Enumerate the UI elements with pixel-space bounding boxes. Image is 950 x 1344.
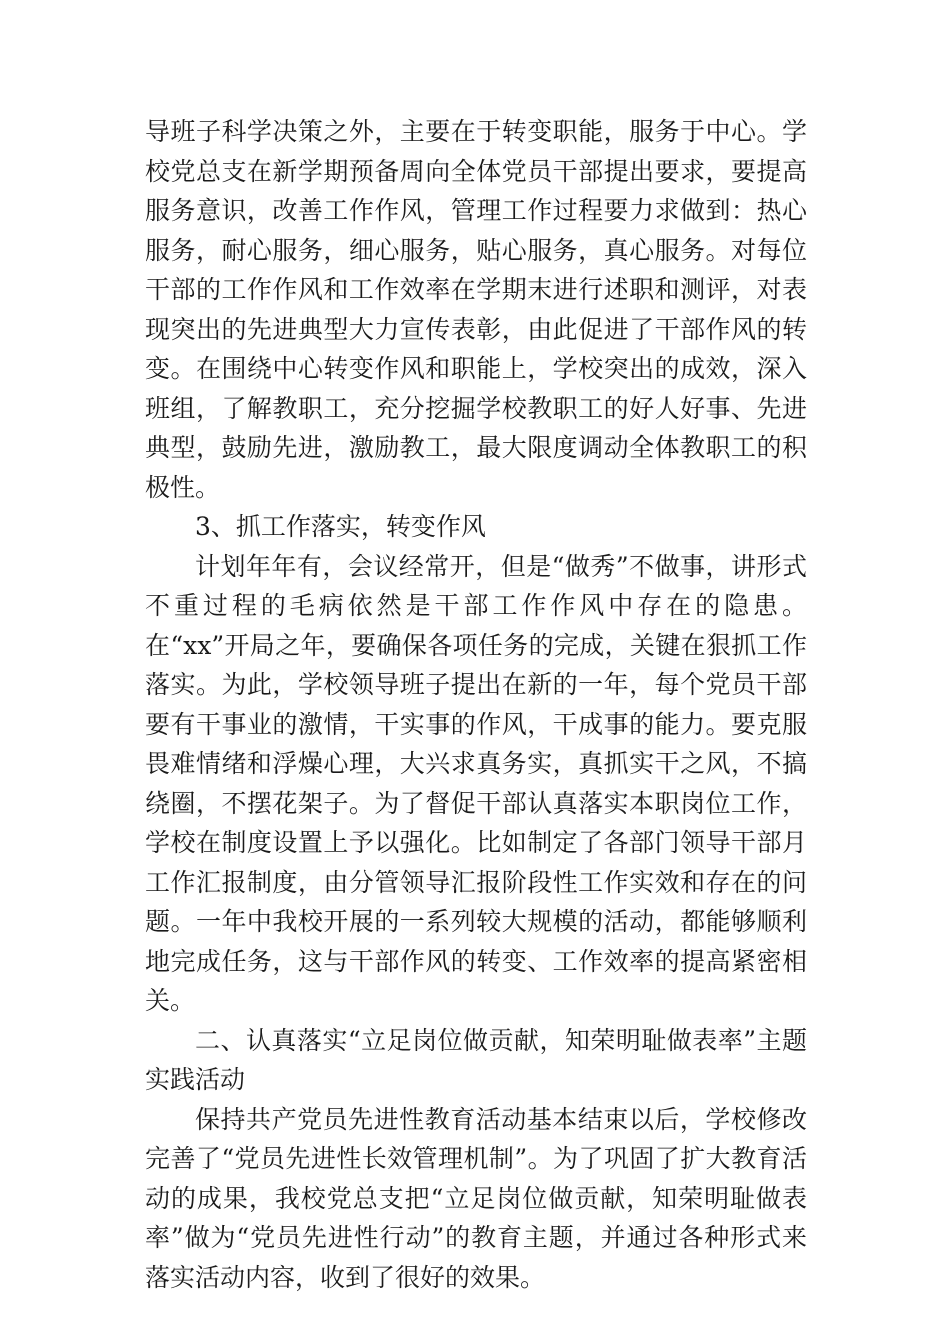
paragraph-work-implementation: 计划年年有，会议经常开，但是“做秀”不做事，讲形式不重过程的毛病依然是干部工作作风中存在的隐患。在“xx”开局之年，要确保各项任务的完成，关键在狠抓工作落实。为此，学校领导班子提出在新的一年，每个党员干部要有干事业的激情，干实事的作风，干成事的能力。要克服畏难情绪和浮燥心理，大兴求真务实，真抓实干之风，不搞绕圈，不摆花架子。为了督促干部认真落实本职岗位工作，学校在制度设置上予以强化。比如制定了各部门领导干部月工作汇报制度，由分管领导汇报阶段性工作实效和存在的问题。一年中我校开展的一系列较大规模的活动，都能够顺利地完成任务，这与干部作风的转变、工作效率的提高紧密相关。 <box>145 551 807 1015</box>
paragraph-continuation: 导班子科学决策之外，主要在于转变职能，服务于中心。学校党总支在新学期预备周向全体党员干部提出要求，要提高服务意识，改善工作作风，管理工作过程要力求做到：热心服务，耐心服务，细心服务，贴心服务，真心服务。对每位干部的工作作风和工作效率在学期末进行述职和测评，对表现突出的先进典型大力宣传表彰，由此促进了干部作风的转变。在围绕中心转变作风和职能上，学校突出的成效，深入班组，了解教职工，充分挖掘学校教职工的好人好事、先进典型，鼓励先进，激励教工，最大限度调动全体教职工的积极性。 <box>145 117 807 502</box>
paragraph-party-education: 保持共产党员先进性教育活动基本结束以后，学校修改完善了“党员先进性长效管理机制”。为了巩固了扩大教育活动的成果，我校党总支把“立足岗位做贡献，知荣明耻做表率”做为“党员先进性行动”的教育主题，并通过各种形式来落实活动内容，收到了很好的效果。 <box>145 1104 807 1292</box>
section-heading-2: 二、认真落实“立足岗位做贡献，知荣明耻做表率”主题实践活动 <box>145 1025 807 1094</box>
document-body <box>145 112 807 1297</box>
section-heading-3: 3、抓工作落实，转变作风 <box>195 512 486 541</box>
